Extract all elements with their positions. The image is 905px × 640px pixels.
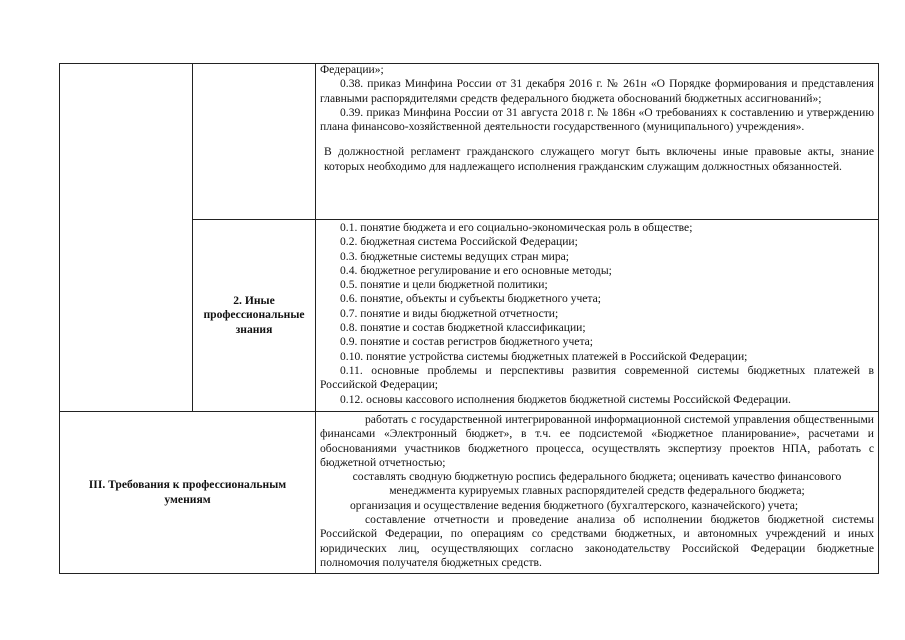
list-item: 0.7. понятие и виды бюджетной отчетности;	[340, 306, 559, 320]
row3-heading-cell	[60, 412, 315, 573]
row2-heading-cell	[193, 220, 315, 411]
list-item: 0.1. понятие бюджета и его социально-экономическая роль в обществе;	[340, 221, 693, 234]
row3-heading: III. Требования к профессиональным умениям	[88, 478, 287, 506]
list-item: 0.4. бюджетное регулирование и его основные методы;	[340, 263, 612, 277]
list-item: 0.5. понятие и цели бюджетной политики;	[340, 278, 548, 292]
list-item: 0.11. основные проблемы и перспективы развития современной системы бюджетных платежей в Российской Федерации;	[320, 363, 874, 392]
row1-item-0-38: 0.38. приказ Минфина России от 31 декабря 2016 г. № 261н «О Порядке формирования и представления главными распорядителями средств федерального бюджета обоснований бюджетных ассигнований»;	[320, 77, 874, 105]
skill-item: составление отчетности и проведение анализа об исполнении бюджетов бюджетной системы Российской Федерации, по операциям со средствами бюджетных, и автономных учреждений и иных юридических лиц, осуществляющих согласно законодательству Российской Федерации бюджетные полномочия получателя бюджетных средств.	[320, 513, 874, 569]
row2-content-cell	[316, 220, 878, 411]
row1-item-0-39: 0.39. приказ Минфина России от 31 августа 2018 г. № 186н «О требованиях к составлению и утверждению плана финансово-хозяйственной деятельности государственного (муниципального) учреждения».	[320, 105, 874, 134]
knowledge-list	[320, 221, 874, 407]
row1-text-continuation: Федерации»;	[320, 63, 384, 76]
skill-item: составлять сводную бюджетную роспись федерального бюджета; оценивать качество финансового менеджмента курируемых главных распорядителей средств федерального бюджета;	[352, 470, 842, 498]
list-item: 0.2. бюджетная система Российской Федерации;	[340, 235, 578, 249]
skill-item: организация и осуществление ведения бюджетного (бухгалтерского, казначейского) учета;	[350, 498, 799, 512]
skill-item: работать с государственной интегрированной информационной системой управления общественными финансами «Электронный бюджет», в т.ч. ее подсистемой «Бюджетное планирование», расчетами и обоснованиями участников бюджетного процесса, осуществлять экспертизу проектов НПА, работать с бюджетной отчетностью;	[320, 413, 874, 469]
row2-heading: 2. Иные профессиональные знания	[203, 293, 305, 336]
list-item: 0.10. понятие устройства системы бюджетных платежей в Российской Федерации;	[340, 349, 748, 363]
list-item: 0.6. понятие, объекты и субъекты бюджетного учета;	[340, 292, 601, 306]
table-border-bottom	[59, 573, 879, 574]
list-item: 0.8. понятие и состав бюджетной классификации;	[340, 321, 586, 335]
row1-note: В должностной регламент гражданского служащего могут быть включены иные правовые акты, знание которых необходимо для надлежащего исполнения гражданским служащим должностных обязанностей.	[324, 145, 874, 173]
table-border-right	[878, 63, 879, 574]
list-item: 0.9. понятие и состав регистров бюджетного учета;	[340, 335, 594, 349]
list-item: 0.12. основы кассового исполнения бюджетов бюджетной системы Российской Федерации.	[340, 392, 791, 406]
row3-content-cell	[316, 412, 878, 573]
list-item: 0.3. бюджетные системы ведущих стран мира;	[340, 249, 570, 263]
row1-gap	[320, 134, 874, 145]
row1-content-cell	[316, 63, 878, 219]
